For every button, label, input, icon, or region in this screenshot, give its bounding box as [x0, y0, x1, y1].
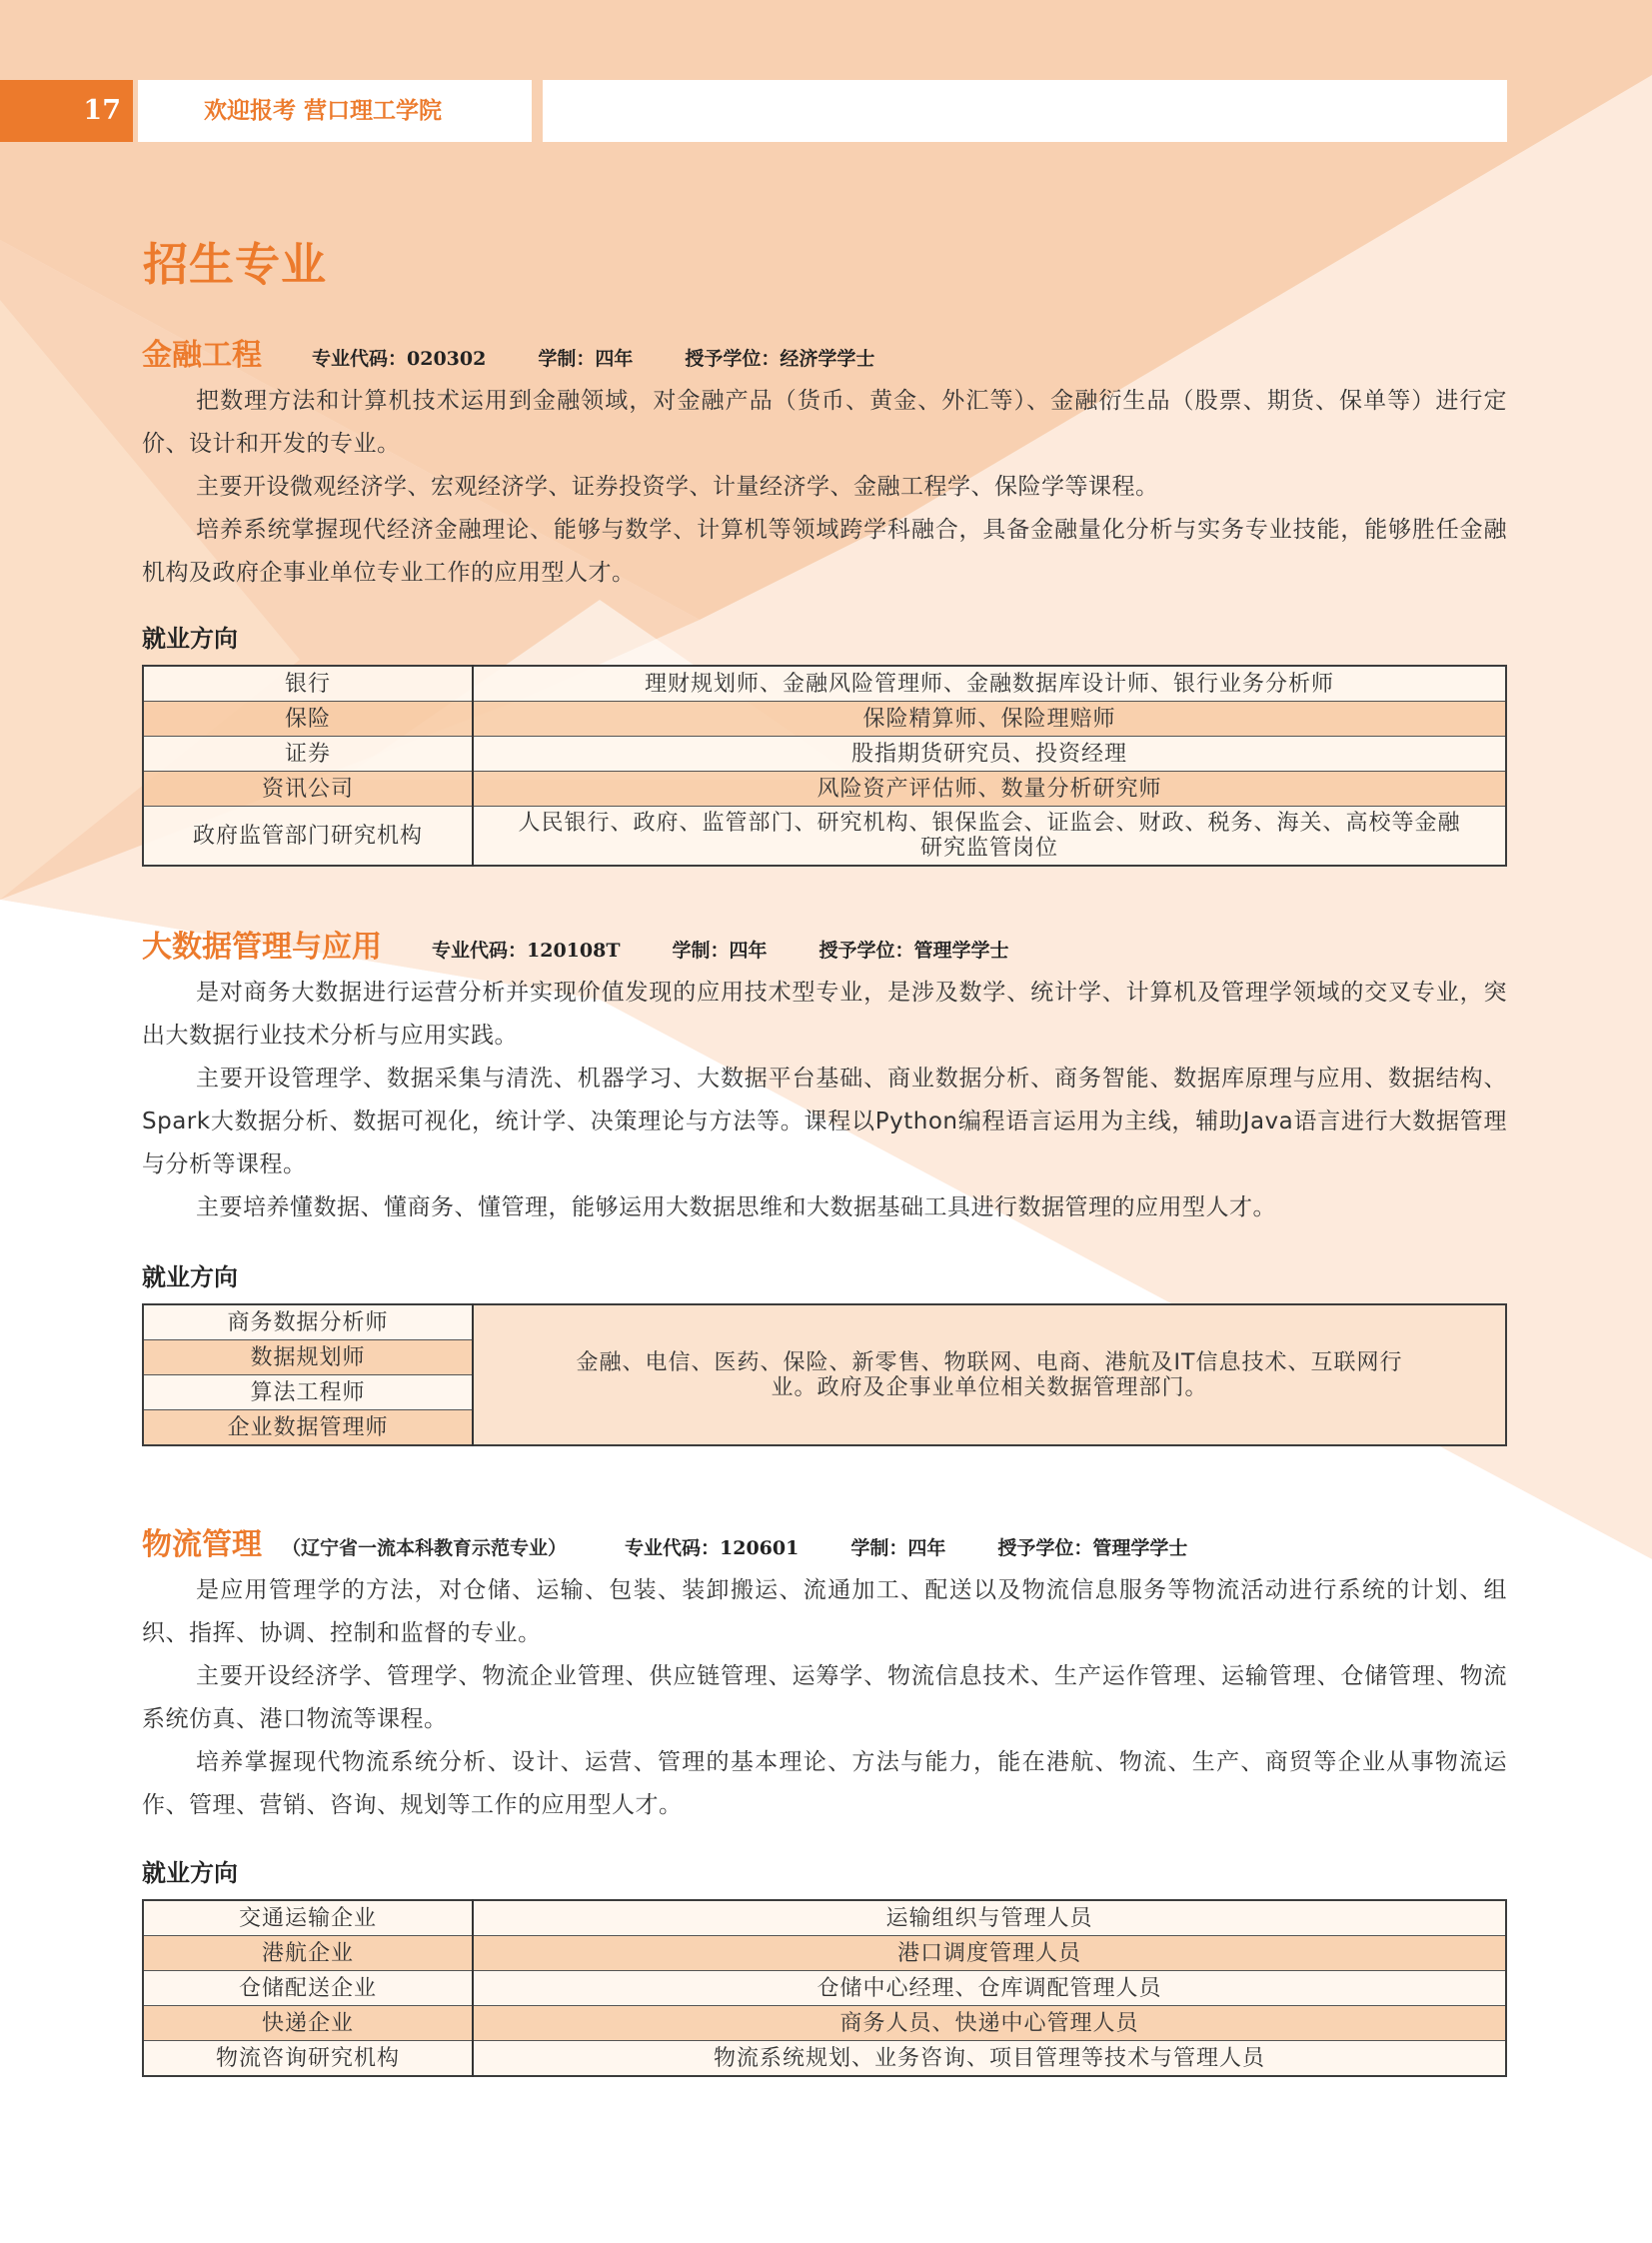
table-row: [143, 1971, 1506, 2006]
job-roles: 人民银行、政府、监管部门、研究机构、银保监会、证监会、财政、税务、海关、高校等金融研究监管岗位: [473, 807, 1506, 867]
jobs-table: [142, 1899, 1507, 2077]
major-name: 大数据管理与应用: [142, 930, 382, 965]
major-duration: 学制：四年: [672, 940, 768, 962]
job-title: 商务数据分析师: [143, 1304, 473, 1340]
major-code: 专业代码：120601: [625, 1537, 800, 1559]
major-logistics: [142, 1519, 1507, 2077]
job-title: 算法工程师: [143, 1375, 473, 1410]
job-field: 资讯公司: [143, 772, 473, 807]
jobs-table: [142, 1303, 1507, 1446]
job-roles: 风险资产评估师、数量分析研究师: [473, 772, 1506, 807]
major-goal: 主要培养懂数据、懂商务、懂管理，能够运用大数据思维和大数据基础工具进行数据管理的应用型人才。: [196, 1194, 1276, 1220]
jobs-heading: 就业方向: [142, 1859, 238, 1887]
jobs-heading: 就业方向: [142, 625, 238, 653]
job-roles: 港口调度管理人员: [473, 1936, 1506, 1971]
job-roles: 商务人员、快递中心管理人员: [473, 2006, 1506, 2041]
major-goal: 培养掌握现代物流系统分析、设计、运营、管理的基本理论、方法与能力，能在港航、物流、生产、商贸等企业从事物流运作、管理、营销、咨询、规划等工作的应用型人才。: [142, 1749, 1507, 1818]
major-big-data: [142, 922, 1507, 1446]
job-field: 港航企业: [143, 1936, 473, 1971]
major-name: 物流管理: [142, 1527, 262, 1562]
major-description: 是对商务大数据进行运营分析并实现价值发现的应用技术型专业，是涉及数学、统计学、计算机及管理学领域的交叉专业，突出大数据行业技术分析与应用实践。: [142, 980, 1507, 1049]
table-row: [143, 1304, 1506, 1340]
table-row: [143, 2041, 1506, 2077]
job-roles: 物流系统规划、业务咨询、项目管理等技术与管理人员: [473, 2041, 1506, 2077]
job-field: 政府监管部门研究机构: [143, 807, 473, 867]
major-goal: 培养系统掌握现代经济金融理论、能够与数学、计算机等领域跨学科融合，具备金融量化分析与实务专业技能，能够胜任金融机构及政府企事业单位专业工作的应用型人才。: [142, 517, 1507, 586]
job-field: 仓储配送企业: [143, 1971, 473, 2006]
major-code: 专业代码：120108T: [432, 940, 621, 962]
major-finance-engineering: [142, 330, 1507, 867]
job-roles: 股指期货研究员、投资经理: [473, 737, 1506, 772]
table-row: [143, 772, 1506, 807]
job-field: 证券: [143, 737, 473, 772]
job-title: 数据规划师: [143, 1340, 473, 1375]
table-row: [143, 1936, 1506, 1971]
major-degree: 授予学位：管理学学士: [819, 940, 1009, 962]
major-description: 把数理方法和计算机技术运用到金融领域，对金融产品（货币、黄金、外汇等）、金融衍生品（股票、期货、保单等）进行定价、设计和开发的专业。: [142, 388, 1507, 457]
major-courses: 主要开设微观经济学、宏观经济学、证券投资学、计量经济学、金融工程学、保险学等课程。: [196, 474, 1159, 500]
major-courses: 主要开设管理学、数据采集与清洗、机器学习、大数据平台基础、商业数据分析、商务智能、数据库原理与应用、数据结构、Spark大数据分析、数据可视化，统计学、决策理论与方法等。课程以Python编程语言运用为主线，辅助Java语言进行大数据管理与分析等课程。: [142, 1066, 1507, 1177]
table-row: [143, 2006, 1506, 2041]
header-title: 欢迎报考 营口理工学院: [138, 80, 532, 142]
table-row: [143, 666, 1506, 702]
major-courses: 主要开设经济学、管理学、物流企业管理、供应链管理、运筹学、物流信息技术、生产运作管理、运输管理、仓储管理、物流系统仿真、港口物流等课程。: [142, 1663, 1507, 1732]
job-field: 快递企业: [143, 2006, 473, 2041]
job-field: 银行: [143, 666, 473, 702]
job-roles: 保险精算师、保险理赔师: [473, 702, 1506, 737]
jobs-heading: 就业方向: [142, 1263, 238, 1291]
header-band: [543, 80, 1507, 142]
major-header: [142, 330, 1507, 380]
major-code: 专业代码：020302: [312, 348, 487, 370]
major-duration: 学制：四年: [538, 348, 634, 370]
page-title: 招生专业: [143, 238, 328, 291]
major-header: [142, 922, 1507, 972]
job-roles: 运输组织与管理人员: [473, 1900, 1506, 1936]
page-number: 17: [0, 80, 133, 142]
major-honor-note: （辽宁省一流本科教育示范专业）: [282, 1537, 568, 1559]
major-degree: 授予学位：管理学学士: [997, 1537, 1188, 1559]
table-row: [143, 702, 1506, 737]
major-name: 金融工程: [142, 338, 262, 373]
major-duration: 学制：四年: [850, 1537, 946, 1559]
job-field: 保险: [143, 702, 473, 737]
job-title: 企业数据管理师: [143, 1410, 473, 1446]
job-roles: 理财规划师、金融风险管理师、金融数据库设计师、银行业务分析师: [473, 666, 1506, 702]
major-description: 是应用管理学的方法，对仓储、运输、包装、装卸搬运、流通加工、配送以及物流信息服务等物流活动进行系统的计划、组织、指挥、协调、控制和监督的专业。: [142, 1577, 1507, 1646]
table-row: [143, 1900, 1506, 1936]
job-field: 交通运输企业: [143, 1900, 473, 1936]
job-roles: 仓储中心经理、仓库调配管理人员: [473, 1971, 1506, 2006]
table-row: [143, 807, 1506, 867]
table-row: [143, 737, 1506, 772]
job-industries: 金融、电信、医药、保险、新零售、物联网、电商、港航及IT信息技术、互联网行业。政府及企事业单位相关数据管理部门。: [473, 1304, 1506, 1445]
major-header: [142, 1519, 1507, 1569]
job-field: 物流咨询研究机构: [143, 2041, 473, 2077]
major-degree: 授予学位：经济学学士: [685, 348, 875, 370]
jobs-table: [142, 665, 1507, 867]
